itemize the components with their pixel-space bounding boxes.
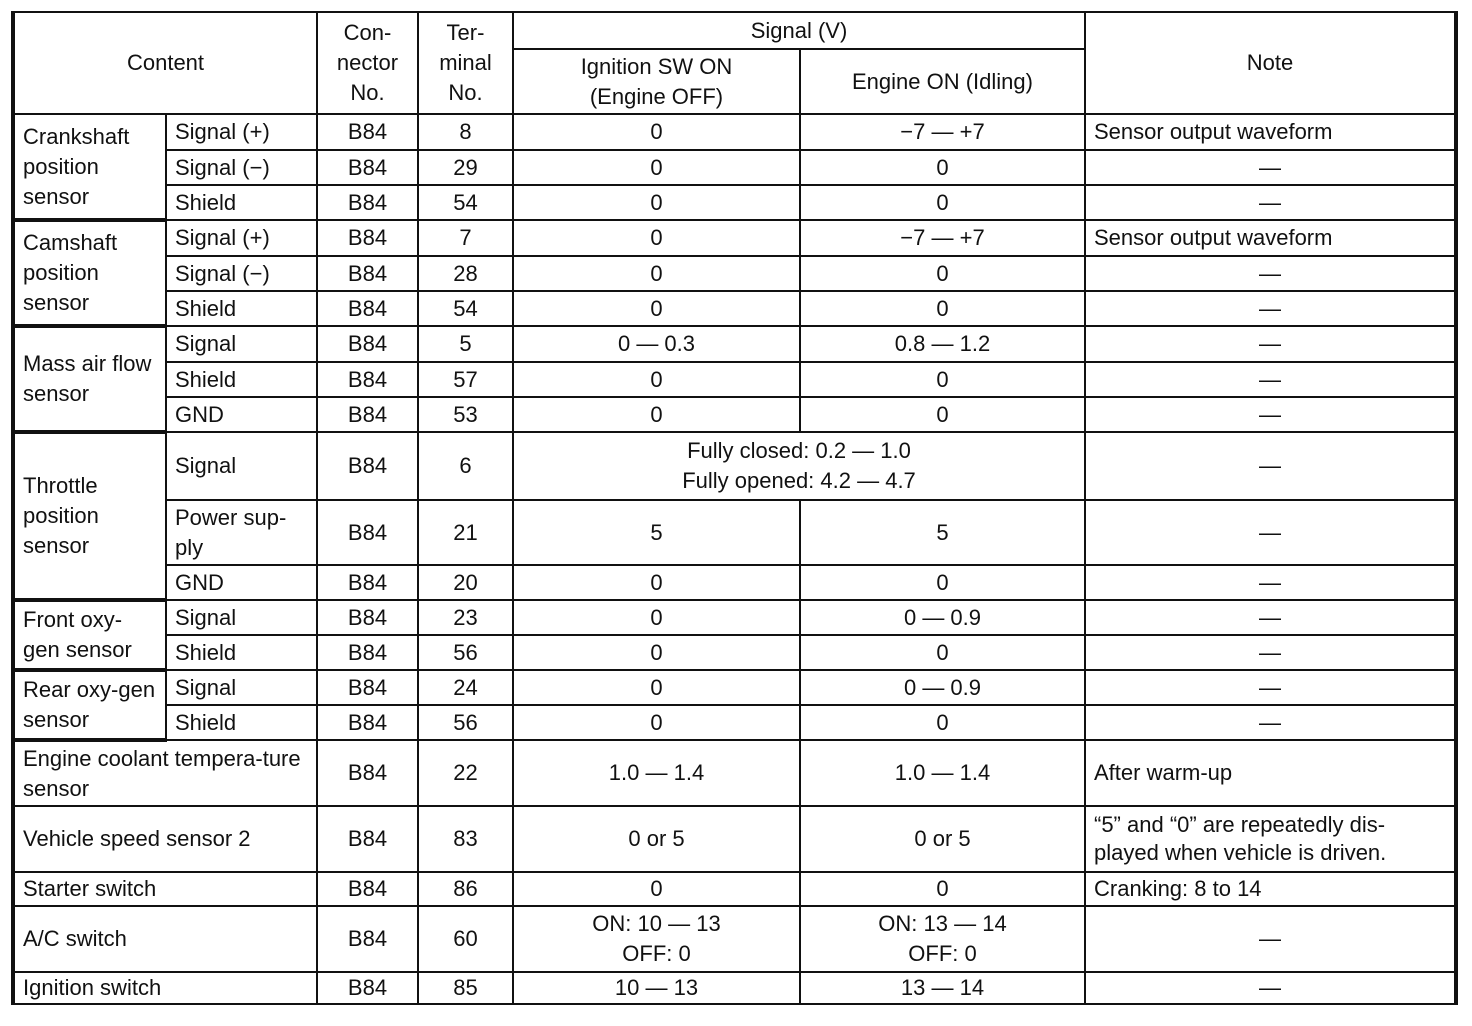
connector-cell: B84 [317, 635, 418, 670]
group-name: Crankshaft position sensor [13, 114, 166, 220]
ign-cell: 0 [513, 635, 800, 670]
note-cell: — [1085, 362, 1456, 397]
ign-cell: 0 [513, 565, 800, 600]
ign-cell: 0 [513, 362, 800, 397]
signal-spec-table [11, 11, 1458, 1005]
ign-cell: 5 [513, 500, 800, 565]
single-name: Starter switch [13, 872, 317, 906]
note-cell: — [1085, 670, 1456, 705]
item-cell: Signal [166, 600, 317, 635]
connector-cell: B84 [317, 500, 418, 565]
connector-cell: B84 [317, 185, 418, 220]
note-cell: — [1085, 185, 1456, 220]
header-ign-line: (Engine OFF) [589, 83, 724, 109]
table-row [13, 972, 1456, 1004]
note-cell: — [1085, 906, 1456, 972]
terminal-cell: 6 [418, 432, 513, 500]
connector-cell: B84 [317, 291, 418, 326]
note-cell: — [1085, 600, 1456, 635]
group-name: Mass air flow sensor [13, 326, 166, 432]
note-cell: — [1085, 432, 1456, 500]
table-row [13, 740, 1456, 806]
eng-cell: 0 [800, 397, 1085, 432]
note-cell: — [1085, 500, 1456, 565]
ign-cell: 0 [513, 705, 800, 740]
ign-cell: 0 [513, 150, 800, 185]
header-engine-on: Engine ON (Idling) [800, 49, 1085, 114]
table-row [13, 670, 1456, 705]
note-cell: After warm-up [1085, 740, 1456, 806]
group-name: Front oxy-gen sensor [13, 600, 166, 670]
header-note: Note [1085, 12, 1456, 114]
table-row [13, 114, 1456, 150]
eng-cell: −7 — +7 [800, 220, 1085, 256]
connector-cell: B84 [317, 397, 418, 432]
ign-cell: 0 [513, 256, 800, 291]
header-content: Content [13, 12, 317, 114]
ign-cell: 0 [513, 872, 800, 906]
eng-cell: ON: 13 — 14 OFF: 0 [800, 906, 1085, 972]
connector-cell: B84 [317, 600, 418, 635]
item-cell: GND [166, 565, 317, 600]
eng-cell: 0 — 0.9 [800, 670, 1085, 705]
table-row [13, 256, 1456, 291]
item-cell: Shield [166, 362, 317, 397]
header-connector-line: No. [350, 80, 385, 105]
header-terminal-line: minal [439, 50, 492, 75]
ign-cell: 0 [513, 397, 800, 432]
single-name: Engine coolant tempera-ture sensor [13, 740, 317, 806]
note-cell: — [1085, 705, 1456, 740]
table-row [13, 565, 1456, 600]
connector-cell: B84 [317, 432, 418, 500]
note-cell: — [1085, 150, 1456, 185]
eng-cell: −7 — +7 [800, 114, 1085, 150]
ign-cell: 0 [513, 670, 800, 705]
connector-cell: B84 [317, 256, 418, 291]
eng-cell: 13 — 14 [800, 972, 1085, 1004]
terminal-cell: 28 [418, 256, 513, 291]
eng-cell: 0 [800, 705, 1085, 740]
table-row [13, 150, 1456, 185]
connector-cell: B84 [317, 565, 418, 600]
connector-cell: B84 [317, 806, 418, 872]
header-ign-sw-on [513, 49, 800, 114]
eng-cell: 0.8 — 1.2 [800, 326, 1085, 362]
eng-cell: 0 [800, 256, 1085, 291]
item-cell: Shield [166, 635, 317, 670]
eng-cell: 0 [800, 291, 1085, 326]
header-row-1 [13, 12, 1456, 49]
connector-cell: B84 [317, 705, 418, 740]
eng-cell: 0 [800, 362, 1085, 397]
header-ign-line: Ignition SW ON [580, 53, 733, 79]
eng-cell: 0 [800, 635, 1085, 670]
table-row [13, 872, 1456, 906]
item-cell: GND [166, 397, 317, 432]
note-cell: Sensor output waveform [1085, 114, 1456, 150]
single-name: A/C switch [13, 906, 317, 972]
header-connector-line: Con- [343, 20, 392, 45]
terminal-cell: 23 [418, 600, 513, 635]
terminal-cell: 85 [418, 972, 513, 1004]
ign-cell: 0 — 0.3 [513, 326, 800, 362]
header-signal: Signal (V) [513, 12, 1085, 49]
terminal-cell: 21 [418, 500, 513, 565]
eng-cell: 0 [800, 150, 1085, 185]
eng-cell: 0 or 5 [800, 806, 1085, 872]
ign-cell: 0 [513, 220, 800, 256]
table-row [13, 432, 1456, 500]
note-cell: — [1085, 565, 1456, 600]
ign-cell: 1.0 — 1.4 [513, 740, 800, 806]
ign-cell: 0 or 5 [513, 806, 800, 872]
terminal-cell: 54 [418, 291, 513, 326]
eng-cell: 0 — 0.9 [800, 600, 1085, 635]
ign-cell: 10 — 13 [513, 972, 800, 1004]
table-row [13, 326, 1456, 362]
item-cell: Signal (+) [166, 220, 317, 256]
eng-cell: 0 [800, 185, 1085, 220]
note-cell: Cranking: 8 to 14 [1085, 872, 1456, 906]
connector-cell: B84 [317, 362, 418, 397]
table-row [13, 397, 1456, 432]
connector-cell: B84 [317, 972, 418, 1004]
item-cell: Signal (−) [166, 150, 317, 185]
connector-cell: B84 [317, 326, 418, 362]
table-row [13, 362, 1456, 397]
connector-cell: B84 [317, 670, 418, 705]
connector-cell: B84 [317, 150, 418, 185]
connector-cell: B84 [317, 872, 418, 906]
ign-cell: 0 [513, 185, 800, 220]
terminal-cell: 20 [418, 565, 513, 600]
terminal-cell: 57 [418, 362, 513, 397]
connector-cell: B84 [317, 906, 418, 972]
merged-line: Fully closed: 0.2 — 1.0 [687, 438, 911, 463]
item-cell: Shield [166, 291, 317, 326]
table-row [13, 500, 1456, 565]
header-connector [317, 12, 418, 114]
table-row [13, 906, 1456, 972]
group-name: Throttle position sensor [13, 432, 166, 600]
item-cell: Signal [166, 432, 317, 500]
table-row [13, 291, 1456, 326]
ign-cell: 0 [513, 291, 800, 326]
ign-cell: 0 [513, 600, 800, 635]
table-row [13, 705, 1456, 740]
note-cell: — [1085, 635, 1456, 670]
connector-cell: B84 [317, 114, 418, 150]
header-terminal-line: Ter- [446, 20, 485, 45]
note-cell: — [1085, 256, 1456, 291]
terminal-cell: 54 [418, 185, 513, 220]
terminal-cell: 83 [418, 806, 513, 872]
note-cell: Sensor output waveform [1085, 220, 1456, 256]
item-cell: Signal [166, 670, 317, 705]
single-name: Ignition switch [13, 972, 317, 1004]
table-row [13, 806, 1456, 872]
item-cell: Signal (−) [166, 256, 317, 291]
terminal-cell: 22 [418, 740, 513, 806]
header-connector-line: nector [336, 50, 399, 75]
item-cell: Signal (+) [166, 114, 317, 150]
group-name: Rear oxy-gen sensor [13, 670, 166, 740]
ign-cell: 0 [513, 114, 800, 150]
terminal-cell: 86 [418, 872, 513, 906]
eng-cell: 1.0 — 1.4 [800, 740, 1085, 806]
header-terminal [418, 12, 513, 114]
terminal-cell: 53 [418, 397, 513, 432]
note-cell: “5” and “0” are repeatedly dis-played when vehicle is driven. [1085, 806, 1456, 872]
item-cell: Power sup-ply [166, 500, 317, 565]
ign-cell: ON: 10 — 13 OFF: 0 [513, 906, 800, 972]
eng-cell: 5 [800, 500, 1085, 565]
item-cell: Shield [166, 705, 317, 740]
header-terminal-line: No. [448, 80, 483, 105]
terminal-cell: 56 [418, 705, 513, 740]
connector-cell: B84 [317, 740, 418, 806]
eng-cell: 0 [800, 872, 1085, 906]
table-row [13, 600, 1456, 635]
note-cell: — [1085, 972, 1456, 1004]
table-row [13, 220, 1456, 256]
terminal-cell: 56 [418, 635, 513, 670]
note-cell: — [1085, 326, 1456, 362]
merged-signal-cell [513, 432, 1085, 500]
terminal-cell: 8 [418, 114, 513, 150]
terminal-cell: 29 [418, 150, 513, 185]
eng-cell: 0 [800, 565, 1085, 600]
terminal-cell: 7 [418, 220, 513, 256]
item-cell: Signal [166, 326, 317, 362]
note-cell: — [1085, 397, 1456, 432]
item-cell: Shield [166, 185, 317, 220]
terminal-cell: 60 [418, 906, 513, 972]
table-row [13, 185, 1456, 220]
note-cell: — [1085, 291, 1456, 326]
terminal-cell: 24 [418, 670, 513, 705]
terminal-cell: 5 [418, 326, 513, 362]
group-name: Camshaft position sensor [13, 220, 166, 326]
connector-cell: B84 [317, 220, 418, 256]
merged-line: Fully opened: 4.2 — 4.7 [682, 468, 916, 493]
single-name: Vehicle speed sensor 2 [13, 806, 317, 872]
table-row [13, 635, 1456, 670]
